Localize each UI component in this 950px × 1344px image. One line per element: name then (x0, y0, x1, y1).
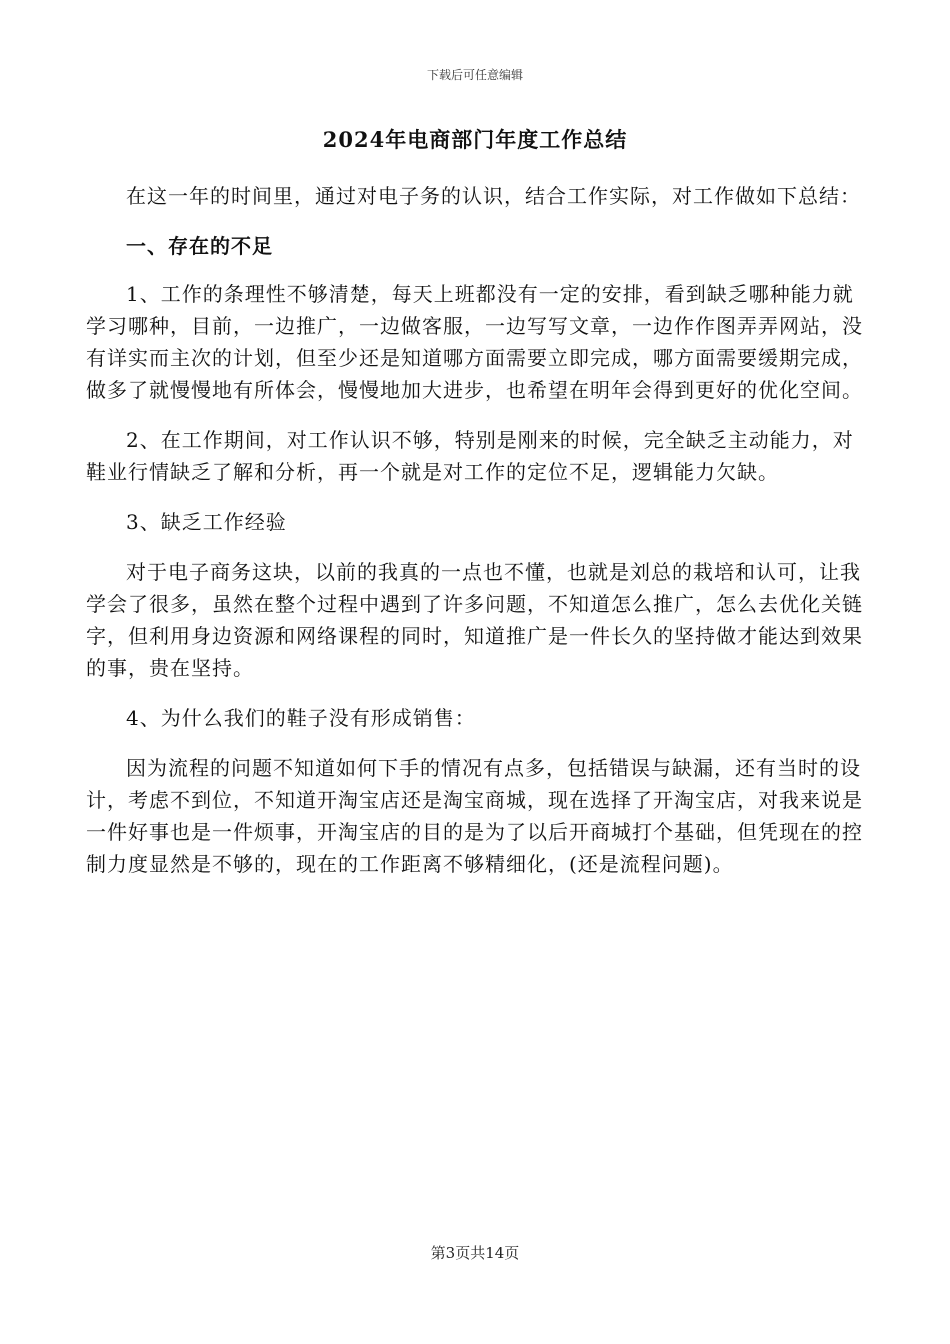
paragraph-5: 4、为什么我们的鞋子没有形成销售： (126, 706, 476, 730)
document-body (86, 180, 871, 898)
intro-paragraph: 在这一年的时间里，通过对电子务的认识，结合工作实际，对工作做如下总结： (126, 184, 861, 208)
document-title: 2024年电商部门年度工作总结 (322, 127, 628, 152)
paragraph-2: 2、在工作期间，对工作认识不够，特别是刚来的时候，完全缺乏主动能力，对鞋业行情缺乏了解和分析，再一个就是对工作的定位不足，逻辑能力欠缺。 (86, 428, 854, 484)
paragraph-6: 因为流程的问题不知道如何下手的情况有点多，包括错误与缺漏，还有当时的设计，考虑不到位，不知道开淘宝店还是淘宝商城，现在选择了开淘宝店，对我来说是一件好事也是一件烦事，开淘宝店的目的是为了以后开商城打个基础，但凭现在的控制力度显然是不够的，现在的工作距离不够精细化，(还是流程问题)。 (86, 756, 863, 876)
header-note: 下载后可任意编辑 (426, 68, 523, 82)
paragraph-1: 1、工作的条理性不够清楚，每天上班都没有一定的安排，看到缺乏哪种能力就学习哪种，目前，一边推广，一边做客服，一边写写文章，一边作作图弄弄网站，没有详实而主次的计划，但至少还是知道哪方面需要立即完成，哪方面需要缓期完成，做多了就慢慢地有所体会，慢慢地加大进步，也希望在明年会得到更好的优化空间。 (86, 282, 863, 402)
section-heading: 一、存在的不足 (126, 234, 273, 258)
paragraph-3: 3、缺乏工作经验 (126, 510, 287, 534)
page-number-footer: 第3页共14页 (430, 1244, 520, 1262)
paragraph-4: 对于电子商务这块，以前的我真的一点也不懂，也就是刘总的栽培和认可，让我学会了很多，虽然在整个过程中遇到了许多问题，不知道怎么推广，怎么去优化关链字，但利用身边资源和网络课程的同时，知道推广是一件长久的坚持做才能达到效果的事，贵在坚持。 (86, 560, 863, 680)
